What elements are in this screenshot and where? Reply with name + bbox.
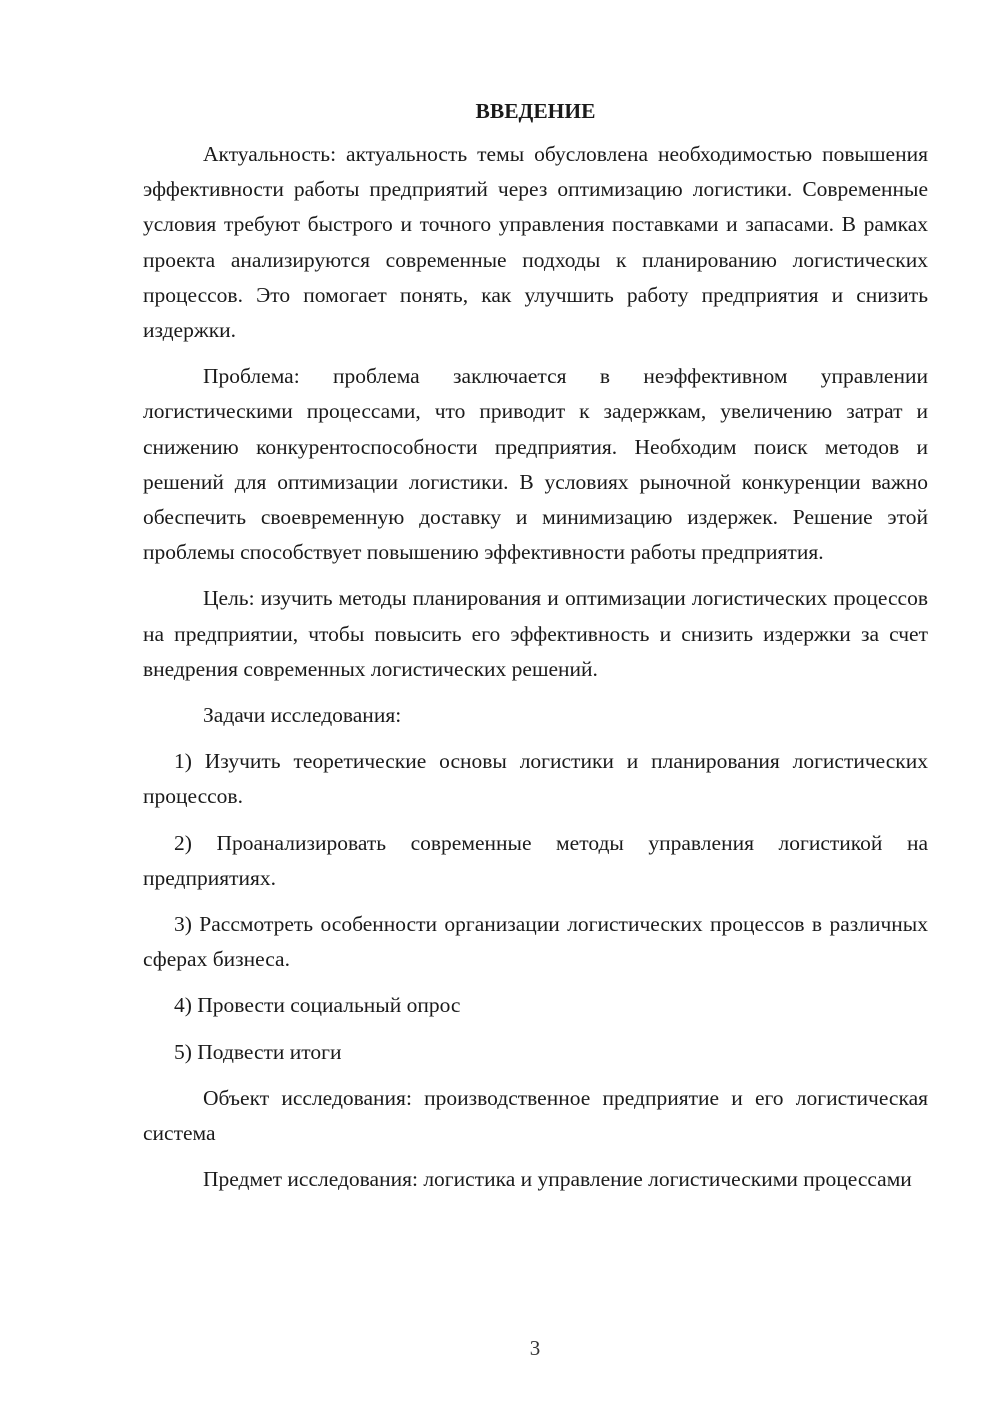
list-item: 4) Провести социальный опрос bbox=[174, 993, 461, 1018]
paragraph-subject: Предмет исследования: логистика и управление логистическими процессами bbox=[203, 1167, 912, 1192]
list-item: 2) Проанализировать современные методы управления логистикой на предприятиях. bbox=[143, 830, 928, 890]
paragraph-object: Объект исследования: производственное предприятие и его логистическая система bbox=[143, 1085, 928, 1146]
list-item: 1) Изучить теоретические основы логистики и планирования логистических процессов. bbox=[143, 749, 928, 809]
paragraph-relevance: Актуальность: актуальность темы обусловлена необходимостью повышения эффективности работы предприятий через оптимизацию логистики. Современные условия требуют быстрого и точного управления поставками и запасами. В рамках проекта анализируются современные подходы к планированию логистических процессов. Это помогает понять, как улучшить работу предприятия и снизить издержки. bbox=[143, 142, 928, 343]
paragraph-problem: Проблема: проблема заключается в неэффективном управлении логистическими процессами, что приводит к задержкам, увеличению затрат и снижению конкурентоспособности предприятия. Необходим поиск методов и решений для оптимизации логистики. В условиях рыночной конкуренции важно обеспечить своевременную доставку и минимизацию издержек. Решение этой проблемы способствует повышению эффективности работы предприятия. bbox=[143, 364, 928, 565]
page-title: ВВЕДЕНИЕ bbox=[475, 99, 596, 123]
page-number: 3 bbox=[529, 1336, 541, 1360]
tasks-heading: Задачи исследования: bbox=[203, 703, 402, 728]
paragraph-goal: Цель: изучить методы планирования и оптимизации логистических процессов на предприятии, чтобы повысить его эффективность и снизить издержки за счет внедрения современных логистических решений. bbox=[143, 586, 928, 681]
document-page bbox=[143, 97, 928, 1208]
list-item: 3) Рассмотреть особенности организации логистических процессов в различных сферах бизнеса. bbox=[143, 912, 928, 972]
list-item: 5) Подвести итоги bbox=[174, 1039, 342, 1064]
